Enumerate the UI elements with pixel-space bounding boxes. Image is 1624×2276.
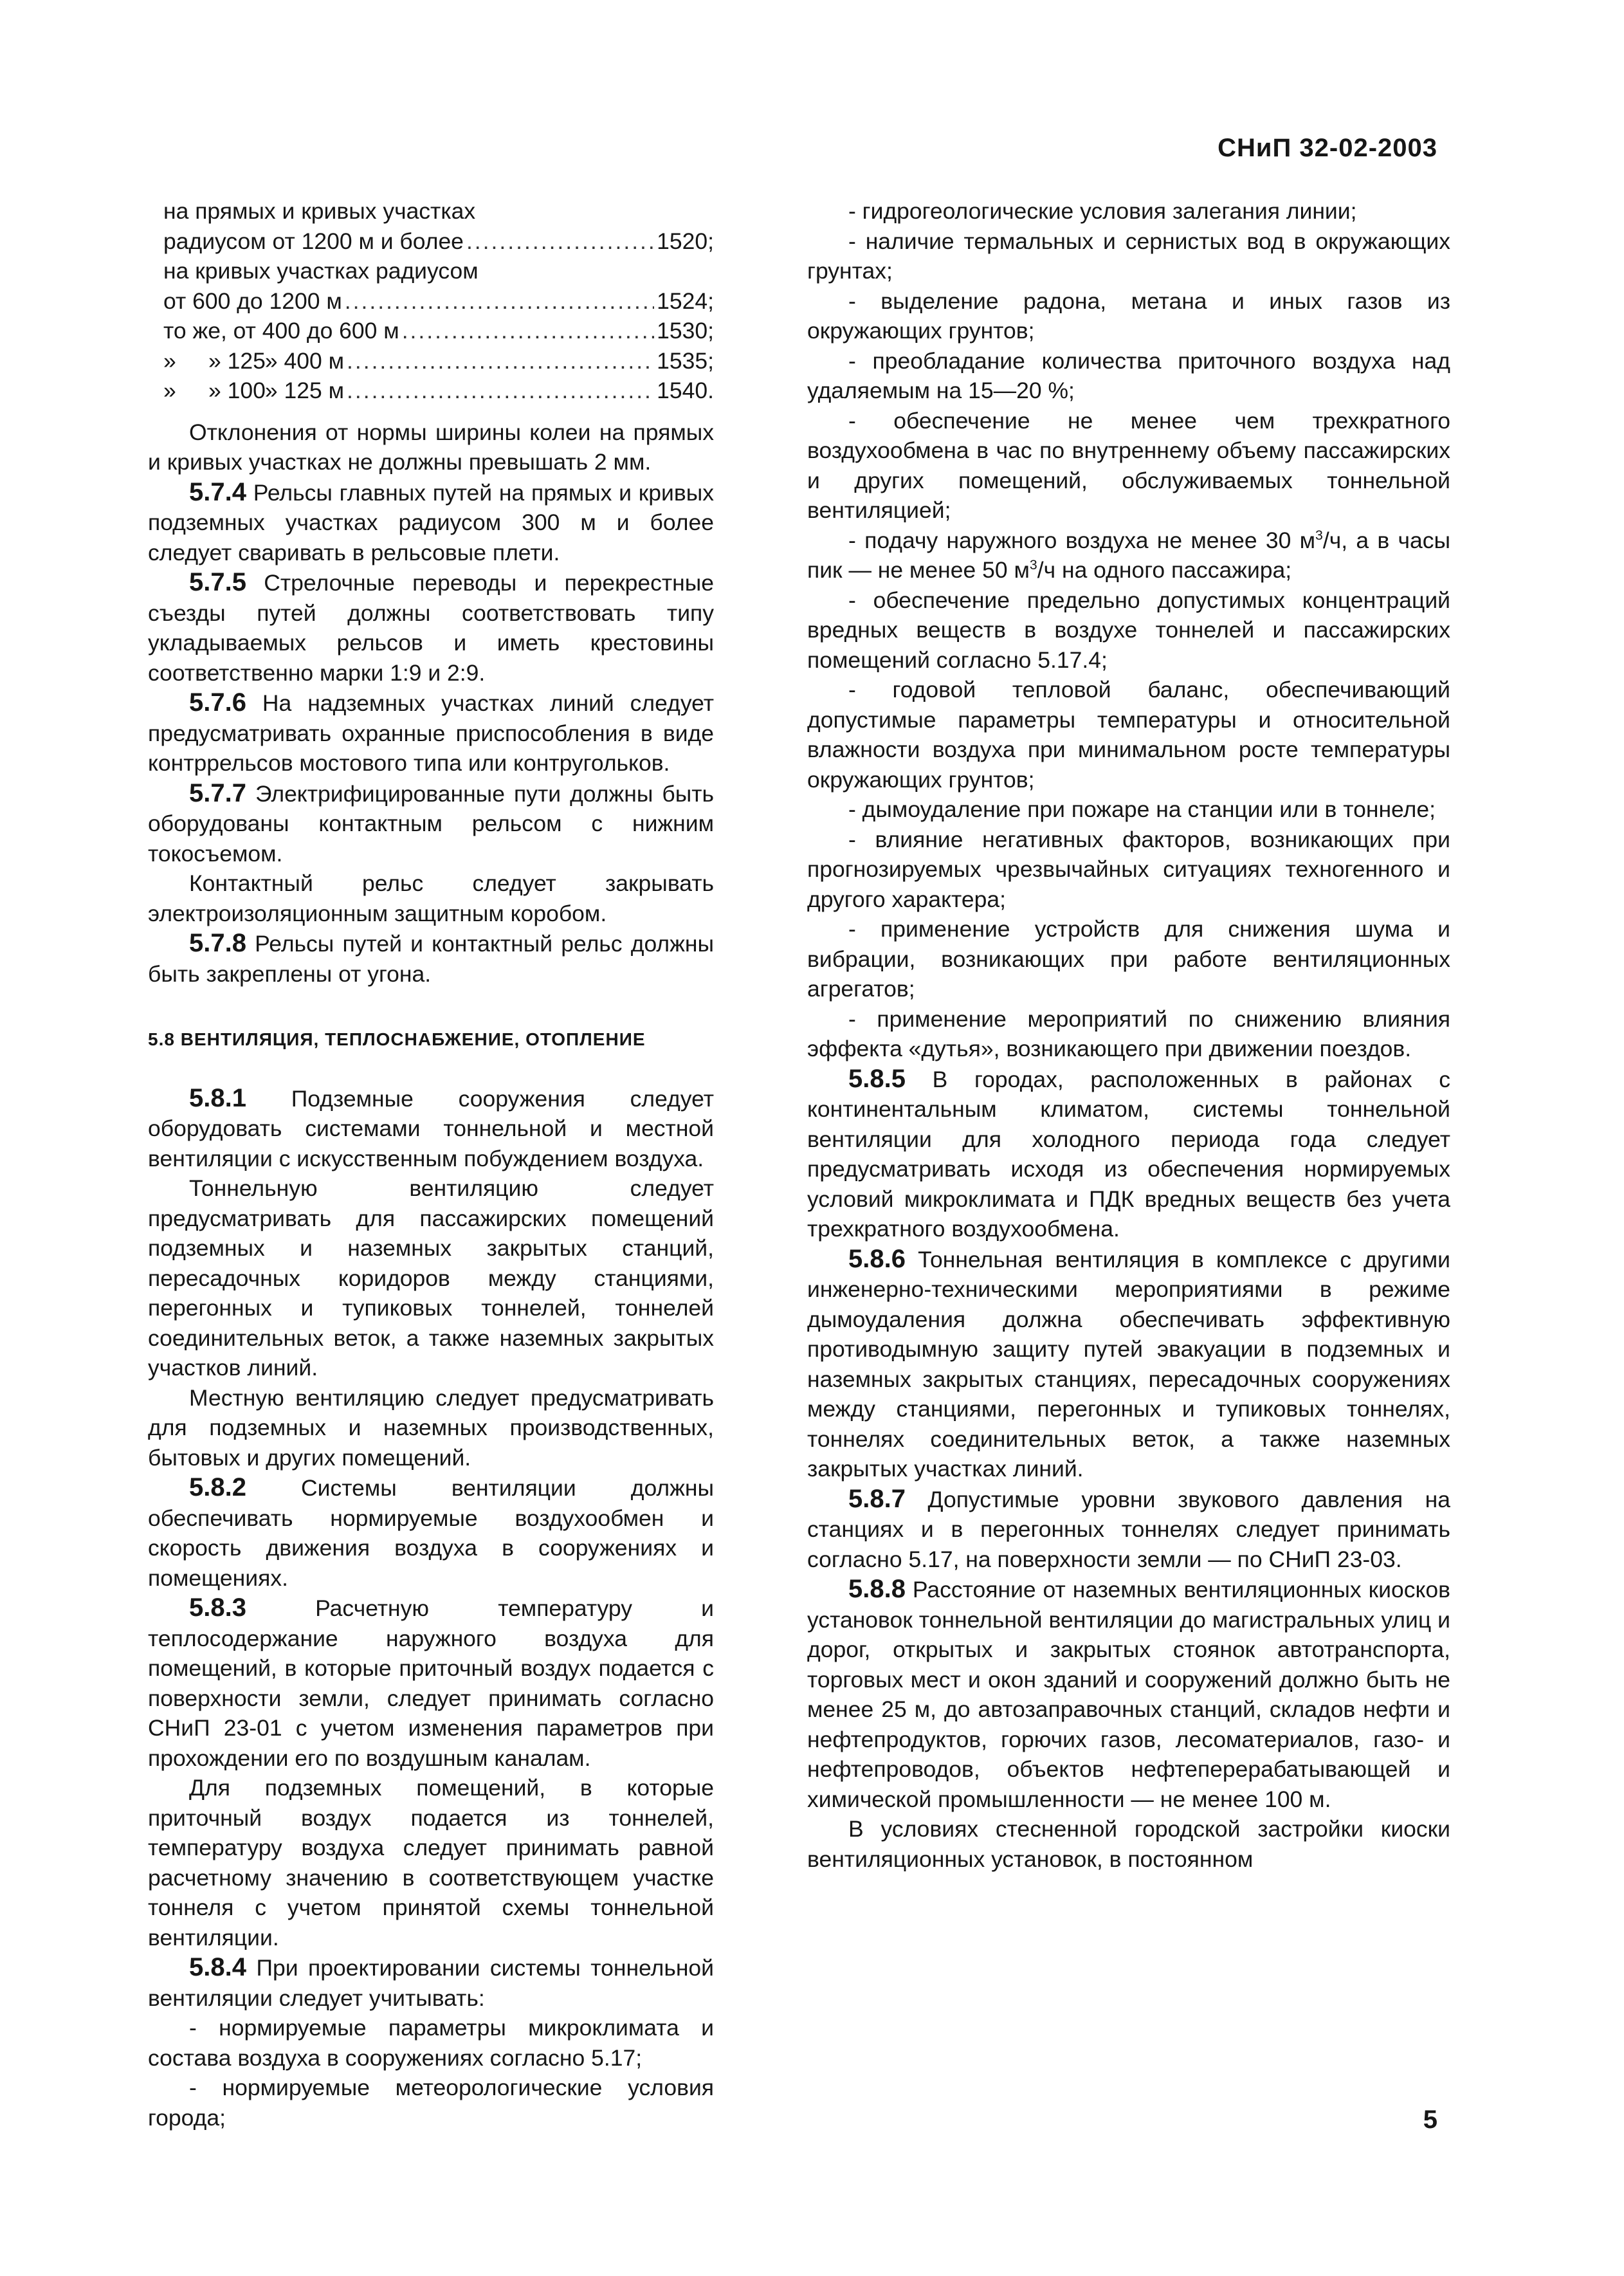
clause-number: 5.8.8 (848, 1575, 906, 1603)
gauge-value: 1520; (657, 228, 714, 254)
gauge-line: » » 100 » 125 м ..... 1540. (163, 376, 714, 406)
paragraph: В условиях стесненной городской застройки киоски вентиляционных установок, в постоянном (807, 1816, 1450, 1872)
dot-leader (466, 226, 654, 257)
clause-number: 5.7.8 (189, 929, 246, 957)
clause-5-8-8: 5.8.8 Расстояние от наземных вентиляционных киосков установок тоннельной вентиляции до магистральных улиц и дорог, открытых и закрытых стоянок автотранспорта, торговых мест и окон зданий и сооружений должно быть не менее 25 м, до автозаправочных станций, складов нефти и нефтепродуктов, горючих газов, лесоматериалов, газо- и нефтепроводов, объектов нефтеперерабатывающей и химической промышленности — не менее 100 м. (807, 1575, 1450, 1812)
paragraph: Отклонения от нормы ширины колеи на прямых и кривых участках не должны превышать 2 мм. (148, 419, 714, 475)
gauge-line: от 600 до 1200 м ..... 1524; (163, 286, 714, 317)
clause-5-8-6: 5.8.6 Тоннельная вентиляция в комплексе с другими инженерно-техническими мероприятиями в режиме дымоудаления должна обеспечивать эффективную противодымную защиту путей эвакуации в подземных и наземных закрытых станциях, пересадочных сооружениях между станциями, перегонных и тупиковых тоннелях, тоннелях соединительных веток, а также наземных закрытых участках линий. (807, 1244, 1450, 1482)
list-item: - нормируемые метеорологические условия города; (148, 2075, 714, 2131)
list-item: - применение устройств для снижения шума и вибрации, возникающих при работе вентиляционных агрегатов; (807, 916, 1450, 1002)
right-column (807, 196, 1450, 1874)
paragraph: Для подземных помещений, в которые приточный воздух подается из тоннелей, температуру воздуха следует принимать равной расчетному значению в соответствующем участке тоннеля с учетом принятой схемы тоннельной вентиляции. (148, 1775, 714, 1950)
page-number: 5 (1423, 2106, 1437, 2134)
gauge-line: на прямых и кривых участках (163, 198, 476, 224)
gauge-value: 1524; (657, 288, 714, 314)
gauge-value: 1530; (657, 318, 714, 344)
gauge-line: радиусом от 1200 м и более ..... 1520; (163, 226, 714, 257)
clause-number: 5.7.6 (189, 688, 246, 717)
track-gauge-list (148, 196, 714, 406)
paragraph: Тоннельную вентиляцию следует предусматривать для пассажирских помещений подземных и наземных закрытых станций, пересадочных коридоров между станциями, перегонных и тупиковых тоннелей, тоннелей соединительных веток, а также наземных закрытых участков линий. (148, 1175, 714, 1381)
gauge-line: » » 125 » 400 м ..... 1535; (163, 346, 714, 376)
clause-5-7-8: 5.7.8 Рельсы путей и контактный рельс должны быть закреплены от угона. (148, 929, 714, 987)
clause-number: 5.8.4 (189, 1953, 246, 1981)
clause-number: 5.7.5 (189, 568, 246, 596)
list-item: - дымоудаление при пожаре на станции или в тоннеле; (848, 796, 1436, 822)
gauge-value: 1535; (657, 347, 714, 374)
gauge-line: на кривых участках радиусом (163, 258, 479, 284)
list-item: - преобладание количества приточного воздуха над удаляемым на 15—20 %; (807, 347, 1450, 403)
clause-5-8-1: 5.8.1 Подземные сооружения следует оборудовать системами тоннельной и местной вентиляции с искусственным побуждением воздуха. (148, 1083, 714, 1171)
list-item: - наличие термальных и сернистых вод в окружающих грунтах; (807, 228, 1450, 284)
paragraph: Контактный рельс следует закрывать электроизоляционным защитным коробом. (148, 870, 714, 926)
dot-leader (402, 316, 654, 346)
dot-leader (347, 346, 654, 376)
clause-number: 5.8.6 (848, 1244, 906, 1273)
section-heading: 5.8 ВЕНТИЛЯЦИЯ, ТЕПЛОСНАБЖЕНИЕ, ОТОПЛЕНИЕ (148, 1029, 646, 1049)
list-item: - влияние негативных факторов, возникающих при прогнозируемых чрезвычайных ситуациях техногенного и другого характера; (807, 826, 1450, 912)
list-item: - применение мероприятий по снижению влияния эффекта «дутья», возникающего при движении поездов. (807, 1005, 1450, 1061)
clause-5-7-6: 5.7.6 На надземных участках линий следует предусматривать охранные приспособления в виде контррельсов мостового типа или контругольков. (148, 688, 714, 776)
clause-number: 5.8.2 (189, 1473, 246, 1501)
gauge-line: то же, от 400 до 600 м ..... 1530; (163, 316, 714, 346)
paragraph: Местную вентиляцию следует предусматривать для подземных и наземных производственных, бытовых и других помещений. (148, 1384, 714, 1471)
clause-5-7-4: 5.7.4 Рельсы главных путей на прямых и кривых подземных участках радиусом 300 м и более следует сваривать в рельсовые плети. (148, 477, 714, 565)
document-code: СНиП 32-02-2003 (1218, 134, 1437, 162)
clause-number: 5.8.3 (189, 1593, 246, 1622)
clause-5-8-4: 5.8.4 При проектировании системы тоннельной вентиляции следует учитывать: (148, 1953, 714, 2011)
clause-number: 5.7.7 (189, 778, 246, 807)
clause-number: 5.8.1 (189, 1083, 246, 1112)
clause-number: 5.7.4 (189, 477, 246, 506)
list-item: - обеспечение не менее чем трехкратного воздухообмена в час по внутреннему объему пассажирских и других помещений, обслуживаемых тоннельной вентиляцией; (807, 407, 1450, 523)
clause-number: 5.8.7 (848, 1484, 906, 1513)
list-item: - годовой тепловой баланс, обеспечивающий допустимые параметры температуры и относительной влажности воздуха при минимальном росте температуры окружающих грунтов; (807, 677, 1450, 793)
dot-leader (347, 376, 654, 406)
clause-number: 5.8.5 (848, 1064, 906, 1093)
left-column (148, 196, 714, 2133)
clause-5-8-2: 5.8.2 Системы вентиляции должны обеспечивать нормируемые воздухообмен и скорость движения воздуха в сооружениях и помещениях. (148, 1473, 714, 1591)
list-item: - выделение радона, метана и иных газов из окружающих грунтов; (807, 288, 1450, 344)
clause-5-8-3: 5.8.3 Расчетную температуру и теплосодержание наружного воздуха для помещений, в которые приточный воздух подается с поверхности земли, следует принимать согласно СНиП 23-01 с учетом изменения параметров при прохождении его по воздушным каналам. (148, 1593, 714, 1771)
list-item: - обеспечение предельно допустимых концентраций вредных веществ в воздухе тоннелей и пассажирских помещений согласно 5.17.4; (807, 587, 1450, 673)
clause-5-8-7: 5.8.7 Допустимые уровни звукового давления на станциях и в перегонных тоннелях следует принимать согласно 5.17, на поверхности земли — по СНиП 23-03. (807, 1484, 1450, 1572)
list-item: - нормируемые параметры микроклимата и состава воздуха в сооружениях согласно 5.17; (148, 2015, 714, 2071)
clause-5-8-5: 5.8.5 В городах, расположенных в районах с континентальным климатом, системы тоннельной вентиляции для холодного периода года следует предусматривать исходя из обеспечения нормируемых условий микроклимата и ПДК вредных веществ без учета трехкратного воздухообмена. (807, 1064, 1450, 1242)
clause-5-7-5: 5.7.5 Стрелочные переводы и перекрестные съезды путей должны соответствовать типу укладываемых рельсов и иметь крестовины соответственно марки 1:9 и 2:9. (148, 568, 714, 686)
gauge-value: 1540. (657, 378, 714, 403)
clause-5-7-7: 5.7.7 Электрифицированные пути должны быть оборудованы контактным рельсом с нижним токосъемом. (148, 778, 714, 867)
list-item: - гидрогеологические условия залегания линии; (848, 198, 1357, 224)
dot-leader (345, 286, 654, 317)
list-item: - подачу наружного воздуха не менее 30 $м^3/ч$, а в часы пик — не менее 50 $м^3/ч$ на одного пассажира; (807, 527, 1450, 583)
